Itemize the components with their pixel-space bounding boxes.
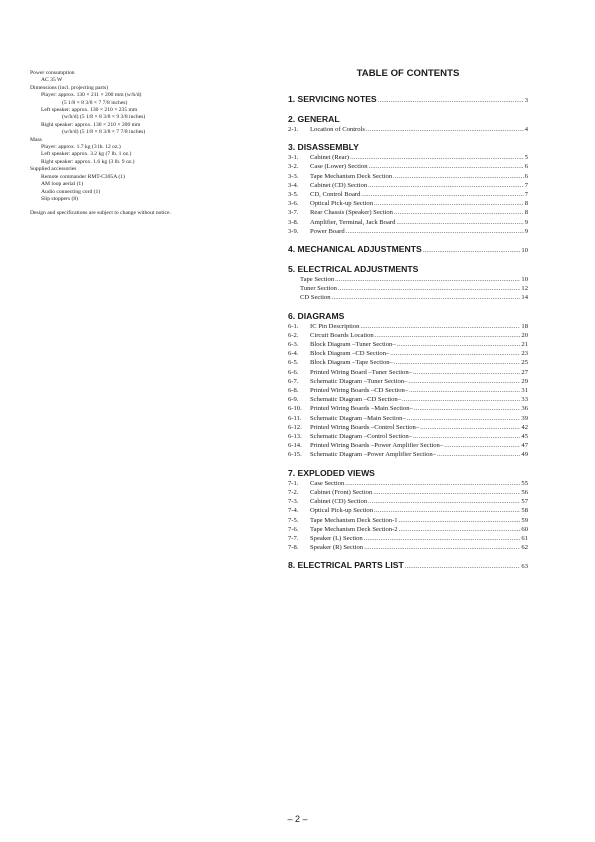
toc-entry-page: 6 bbox=[524, 172, 528, 180]
toc-entry-number: 3-5. bbox=[288, 191, 299, 199]
toc-entry-label: 8. ELECTRICAL PARTS LIST bbox=[288, 560, 404, 571]
toc-entry bbox=[288, 293, 528, 302]
dot-leader bbox=[345, 479, 520, 488]
toc-entry-page: 9 bbox=[524, 218, 528, 226]
toc-entry-page: 60 bbox=[521, 525, 528, 533]
toc-entry-page: 18 bbox=[521, 322, 528, 330]
toc-title: TABLE OF CONTENTS bbox=[356, 68, 460, 79]
dot-leader bbox=[408, 377, 520, 386]
toc-section-heading: 3. DISASSEMBLY bbox=[288, 142, 359, 153]
toc-entry-label: Block Diagram –Tuner Section– bbox=[310, 341, 396, 349]
toc-section-heading: 6. DIAGRAMS bbox=[288, 310, 345, 321]
toc-entry-page: 10 bbox=[521, 276, 528, 284]
toc-entry-page: 42 bbox=[521, 423, 528, 431]
toc-entry bbox=[288, 423, 528, 432]
toc-entry bbox=[288, 506, 528, 515]
toc-entry-number: 6-1. bbox=[288, 322, 299, 330]
toc-entry bbox=[288, 395, 528, 404]
toc-entry-page: 27 bbox=[521, 368, 528, 376]
toc-entry-number: 7-8. bbox=[288, 544, 299, 552]
toc-entry bbox=[288, 516, 528, 525]
dot-leader bbox=[366, 125, 524, 134]
spec-line: Left speaker: approx. 3.2 kg (7 lb. 1 oz.) bbox=[41, 151, 132, 158]
toc-entry-page: 7 bbox=[524, 181, 528, 189]
toc-entry-label: Optical Pick-up Section bbox=[310, 200, 373, 208]
toc-entry-number: 6-10. bbox=[288, 405, 302, 413]
toc-entry bbox=[288, 227, 528, 236]
spec-line: AM loop aerial (1) bbox=[41, 181, 84, 188]
toc-entry-number: 6-4. bbox=[288, 350, 299, 358]
toc-entry bbox=[288, 172, 528, 181]
toc-entry-number: 6-5. bbox=[288, 359, 299, 367]
dot-leader bbox=[396, 218, 523, 227]
toc-entry-label: Tuner Section bbox=[300, 285, 337, 293]
dot-leader bbox=[373, 488, 520, 497]
toc-entry-page: 56 bbox=[521, 488, 528, 496]
toc-entry-label: CD, Control Board bbox=[310, 191, 361, 199]
toc-entry-number: 6-9. bbox=[288, 396, 299, 404]
spec-line: (w/h/d) (5 1/8 × 8 3/8 × 9 3/8 inches) bbox=[62, 114, 146, 121]
toc-entry-page: 25 bbox=[521, 359, 528, 367]
toc-entry bbox=[288, 497, 528, 506]
toc-entry-number: 3-6. bbox=[288, 200, 299, 208]
dot-leader bbox=[394, 358, 521, 367]
table-of-contents bbox=[288, 68, 528, 580]
toc-entry-number: 6-14. bbox=[288, 442, 302, 450]
dot-leader bbox=[405, 561, 521, 572]
dot-leader bbox=[332, 293, 521, 302]
toc-entry bbox=[288, 441, 528, 450]
toc-entry-page: 45 bbox=[521, 433, 528, 441]
toc-entry bbox=[288, 322, 528, 331]
specifications-block bbox=[30, 70, 230, 218]
toc-entry bbox=[288, 525, 528, 534]
spec-line: Player: approx. 1.7 kg (3 lb. 12 oz.) bbox=[41, 144, 121, 151]
toc-entry-page: 10 bbox=[521, 247, 528, 255]
toc-entry-label: Optical Pick-up Section bbox=[310, 507, 373, 515]
toc-entry bbox=[288, 432, 528, 441]
toc-entry bbox=[288, 479, 528, 488]
toc-entry-label: Cabinet (CD) Section bbox=[310, 181, 368, 189]
toc-entry bbox=[288, 450, 528, 459]
toc-entry-label: Tape Mechanism Deck Section bbox=[310, 172, 393, 180]
toc-entry-page: 59 bbox=[521, 516, 528, 524]
toc-entry-number: 6-3. bbox=[288, 341, 299, 349]
spec-line: Slip stoppers (8) bbox=[41, 195, 78, 202]
toc-entry-label: Block Diagram –Tape Section– bbox=[310, 359, 393, 367]
toc-entry-number: 7-6. bbox=[288, 525, 299, 533]
dot-leader bbox=[409, 386, 520, 395]
toc-entry bbox=[288, 181, 528, 190]
dot-leader bbox=[350, 153, 524, 162]
dot-leader bbox=[346, 227, 524, 236]
toc-entry bbox=[288, 404, 528, 413]
toc-entry-page: 21 bbox=[521, 341, 528, 349]
dot-leader bbox=[394, 208, 524, 217]
spec-note: Design and specifications are subject to change without notice. bbox=[30, 210, 171, 217]
toc-entry-label: Schematic Diagram –Control Section– bbox=[310, 433, 412, 441]
toc-entry bbox=[288, 386, 528, 395]
toc-entry-number: 3-9. bbox=[288, 227, 299, 235]
toc-entry-number: 7-1. bbox=[288, 479, 299, 487]
toc-entry bbox=[288, 488, 528, 497]
toc-entry bbox=[288, 275, 528, 284]
toc-entry-page: 3 bbox=[524, 97, 528, 104]
toc-entry-page: 57 bbox=[521, 498, 528, 506]
toc-entry-number: 7-7. bbox=[288, 534, 299, 542]
toc-entry-label: Printed Wiring Boards –Main Section– bbox=[310, 405, 413, 413]
toc-section bbox=[288, 311, 528, 460]
spec-line: (w/h/d) (5 1/8 × 8 3/8 × 7 7/8 inches) bbox=[62, 129, 146, 136]
toc-entry-label: Printed Wiring Boards –Control Section– bbox=[310, 423, 420, 431]
spec-line: (5 1/8 × 8 3/8 × 7 7/8 inches) bbox=[62, 99, 128, 106]
toc-entry-number: 3-3. bbox=[288, 172, 299, 180]
toc-entry-page: 63 bbox=[521, 563, 528, 571]
toc-entry-number: 3-4. bbox=[288, 181, 299, 189]
toc-entry-number: 7-5. bbox=[288, 516, 299, 524]
toc-section-heading: 2. GENERAL bbox=[288, 114, 340, 124]
toc-entry-number: 6-7. bbox=[288, 377, 299, 385]
toc-entry-label: 1. SERVICING NOTES bbox=[288, 94, 377, 104]
dot-leader bbox=[423, 245, 521, 256]
dot-leader bbox=[437, 450, 520, 459]
spec-line: Right speaker: approx. 130 × 210 × 200 mm bbox=[41, 121, 141, 128]
spec-line: Left speaker: approx. 130 × 210 × 235 mm bbox=[41, 107, 138, 114]
toc-entry bbox=[288, 244, 528, 256]
toc-entry bbox=[288, 534, 528, 543]
toc-section bbox=[288, 244, 528, 256]
toc-entry-label: 4. MECHANICAL ADJUSTMENTS bbox=[288, 244, 422, 255]
dot-leader bbox=[369, 162, 524, 171]
toc-entry-page: 9 bbox=[524, 227, 528, 235]
toc-entry-number: 6-13. bbox=[288, 433, 302, 441]
dot-leader bbox=[364, 534, 521, 543]
toc-entry-page: 8 bbox=[524, 200, 528, 208]
toc-sections bbox=[288, 94, 528, 572]
dot-leader bbox=[402, 395, 520, 404]
spec-line: Remote commander RMT-C305A (1) bbox=[41, 173, 125, 180]
toc-entry-page: 20 bbox=[521, 331, 528, 339]
toc-entry-page: 29 bbox=[521, 377, 528, 385]
toc-entry-label: Schematic Diagram –Main Section– bbox=[310, 414, 406, 422]
dot-leader bbox=[335, 275, 520, 284]
toc-entry-label: IC Pin Description bbox=[310, 322, 360, 330]
spec-line: Right speaker: approx. 1.6 kg (3 lb. 9 oz.) bbox=[41, 158, 135, 165]
dot-leader bbox=[361, 190, 523, 199]
toc-entry bbox=[288, 340, 528, 349]
toc-entry-label: Tape Section bbox=[300, 276, 335, 284]
toc-section bbox=[288, 468, 528, 553]
spec-line: Dimensions (incl. projecting parts) bbox=[30, 84, 108, 91]
toc-entry bbox=[288, 190, 528, 199]
toc-entry-label: Tape Mechanism Deck Section-1 bbox=[310, 516, 398, 524]
dot-leader bbox=[360, 322, 520, 331]
dot-leader bbox=[399, 516, 521, 525]
spec-line: Audio connecting cord (1) bbox=[41, 188, 101, 195]
dot-leader bbox=[390, 349, 520, 358]
toc-entry-number: 6-6. bbox=[288, 368, 299, 376]
dot-leader bbox=[413, 432, 520, 441]
dot-leader bbox=[375, 331, 521, 340]
toc-entry-label: Location of Controls bbox=[310, 126, 365, 133]
toc-entry bbox=[288, 94, 528, 106]
toc-entry-label: Circuit Boards Location bbox=[310, 331, 374, 339]
toc-entry bbox=[288, 162, 528, 171]
toc-entry-number: 2-1. bbox=[288, 126, 299, 133]
toc-entry-label: Speaker (L) Section bbox=[310, 534, 363, 542]
toc-entry-label: Amplifier, Terminal, Jack Board bbox=[310, 218, 396, 226]
toc-entry-label: Schematic Diagram –Power Amplifier Section– bbox=[310, 451, 436, 459]
toc-entry bbox=[288, 125, 528, 134]
dot-leader bbox=[399, 525, 521, 534]
dot-leader bbox=[368, 497, 520, 506]
toc-entry-label: Case Section bbox=[310, 479, 345, 487]
toc-entry-page: 62 bbox=[521, 544, 528, 552]
toc-entry-page: 8 bbox=[524, 209, 528, 217]
dot-leader bbox=[414, 404, 521, 413]
toc-entry-page: 61 bbox=[521, 534, 528, 542]
toc-section bbox=[288, 114, 528, 134]
toc-entry-label: CD Section bbox=[300, 294, 331, 302]
toc-entry bbox=[288, 358, 528, 367]
toc-entry-number: 7-2. bbox=[288, 488, 299, 496]
toc-entry-page: 4 bbox=[524, 126, 528, 133]
toc-entry-page: 5 bbox=[524, 154, 528, 162]
dot-leader bbox=[444, 441, 520, 450]
toc-entry bbox=[288, 377, 528, 386]
dot-leader bbox=[368, 181, 524, 190]
dot-leader bbox=[364, 543, 520, 552]
toc-entry-label: Printed Wiring Boards –Power Amplifier Section– bbox=[310, 442, 444, 450]
toc-entry-number: 6-2. bbox=[288, 331, 299, 339]
toc-entry-label: Block Diagram –CD Section– bbox=[310, 350, 390, 358]
toc-entry-label: Case (Lower) Section bbox=[310, 163, 368, 171]
page-number: – 2 – bbox=[287, 814, 308, 824]
toc-entry bbox=[288, 284, 528, 293]
toc-entry-label: Printed Wiring Board –Tuner Section– bbox=[310, 368, 412, 376]
toc-entry-page: 31 bbox=[521, 387, 528, 395]
spec-line: AC 35 W bbox=[41, 77, 63, 84]
dot-leader bbox=[338, 284, 520, 293]
spec-line: Supplied accessories bbox=[30, 166, 77, 173]
toc-entry-page: 55 bbox=[521, 479, 528, 487]
toc-entry-label: Printed Wiring Boards –CD Section– bbox=[310, 387, 409, 395]
toc-entry-label: Schematic Diagram –CD Section– bbox=[310, 396, 402, 404]
toc-entry-label: Cabinet (CD) Section bbox=[310, 498, 368, 506]
toc-entry-number: 3-8. bbox=[288, 218, 299, 226]
toc-entry-label: Speaker (R) Section bbox=[310, 544, 364, 552]
toc-entry-page: 39 bbox=[521, 414, 528, 422]
toc-entry-number: 6-15. bbox=[288, 451, 302, 459]
dot-leader bbox=[374, 199, 524, 208]
toc-entry bbox=[288, 368, 528, 377]
toc-section-heading: 7. EXPLODED VIEWS bbox=[288, 467, 375, 478]
toc-entry-page: 36 bbox=[521, 405, 528, 413]
toc-entry bbox=[288, 543, 528, 552]
toc-entry bbox=[288, 414, 528, 423]
dot-leader bbox=[374, 506, 520, 515]
dot-leader bbox=[420, 423, 520, 432]
toc-entry-page: 33 bbox=[521, 396, 528, 404]
dot-leader bbox=[393, 172, 524, 181]
spec-line: Power consumption bbox=[30, 70, 75, 76]
toc-entry-label: Power Board bbox=[310, 227, 345, 235]
toc-entry-page: 14 bbox=[521, 294, 528, 302]
toc-entry bbox=[288, 331, 528, 340]
toc-entry-page: 6 bbox=[524, 163, 528, 171]
toc-entry-page: 47 bbox=[521, 442, 528, 450]
toc-entry bbox=[288, 208, 528, 217]
toc-entry-label: Tape Mechanism Deck Section-2 bbox=[310, 525, 398, 533]
toc-entry bbox=[288, 153, 528, 162]
dot-leader bbox=[397, 340, 521, 349]
spec-line: Player: approx. 130 × 211 × 200 mm (w/h/d) bbox=[41, 92, 142, 99]
toc-section bbox=[288, 264, 528, 303]
toc-entry-number: 3-2. bbox=[288, 163, 299, 171]
toc-entry-number: 3-1. bbox=[288, 154, 299, 162]
toc-entry-page: 49 bbox=[521, 451, 528, 459]
toc-entry-page: 7 bbox=[524, 191, 528, 199]
toc-entry-page: 23 bbox=[521, 350, 528, 358]
toc-entry-number: 6-12. bbox=[288, 423, 302, 431]
toc-entry-number: 7-4. bbox=[288, 507, 299, 515]
toc-entry-label: Schematic Diagram –Tuner Section– bbox=[310, 377, 408, 385]
toc-section-heading: 5. ELECTRICAL ADJUSTMENTS bbox=[288, 264, 419, 275]
dot-leader bbox=[407, 414, 521, 423]
toc-entry-number: 3-7. bbox=[288, 209, 299, 217]
toc-entry bbox=[288, 560, 528, 572]
toc-section bbox=[288, 142, 528, 236]
toc-section bbox=[288, 560, 528, 572]
toc-entry-label: Cabinet (Front) Section bbox=[310, 488, 373, 496]
toc-entry-number: 6-8. bbox=[288, 387, 299, 395]
spec-line: Mass bbox=[30, 136, 42, 143]
toc-entry-number: 6-11. bbox=[288, 414, 302, 422]
toc-entry bbox=[288, 349, 528, 358]
toc-entry bbox=[288, 218, 528, 227]
toc-entry-number: 7-3. bbox=[288, 498, 299, 506]
toc-entry bbox=[288, 199, 528, 208]
toc-section bbox=[288, 94, 528, 106]
toc-entry-page: 58 bbox=[521, 507, 528, 515]
toc-entry-label: Rear Chassis (Speaker) Section bbox=[310, 209, 393, 217]
toc-entry-label: Cabinet (Rear) bbox=[310, 154, 349, 162]
dot-leader bbox=[378, 95, 524, 106]
dot-leader bbox=[413, 368, 520, 377]
toc-entry-page: 12 bbox=[521, 285, 528, 293]
